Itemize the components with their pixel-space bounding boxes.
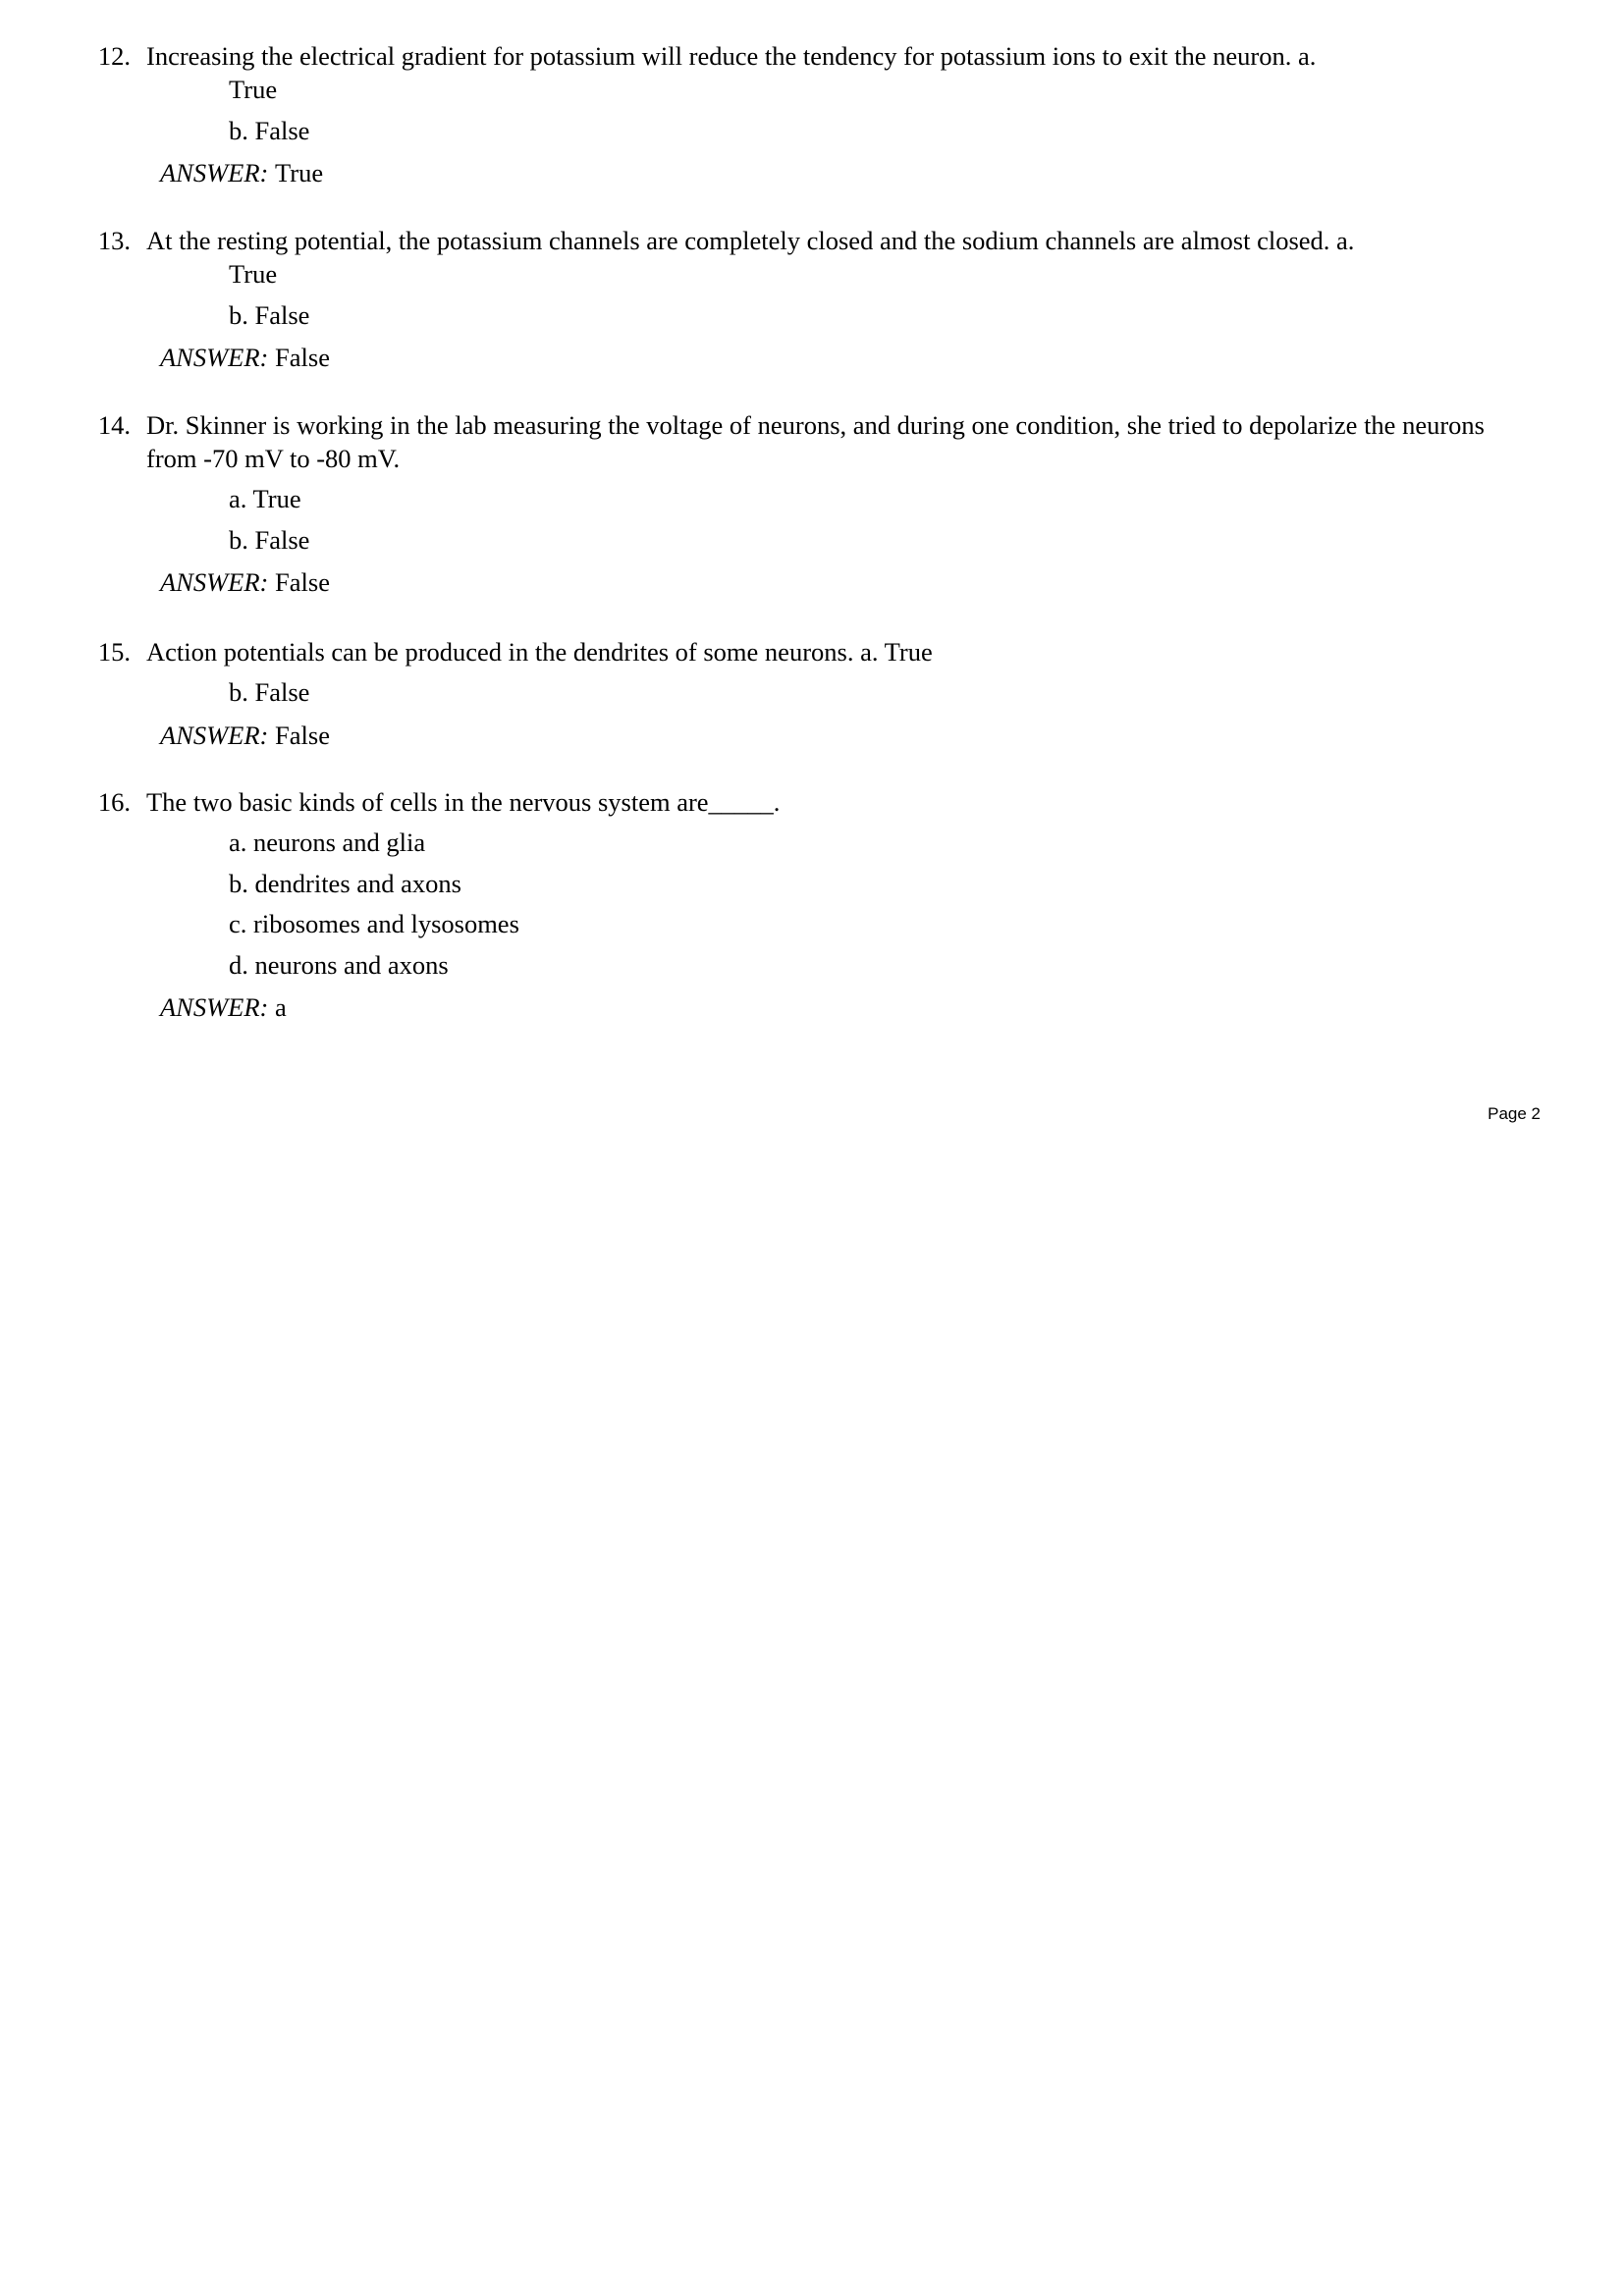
answer-line	[160, 565, 1541, 599]
question-choice: b. dendrites and axons	[229, 868, 461, 898]
question-choice: a. neurons and glia	[229, 828, 426, 858]
question-list	[83, 39, 1541, 1025]
question-number: 15.	[97, 636, 131, 667]
answer-line	[160, 156, 1541, 189]
answer-value: a	[275, 992, 287, 1023]
question-text: At the resting potential, the potassium channels are completely closed and the sodium channels are almost closed. a.	[146, 225, 1355, 255]
question-text: The two basic kinds of cells in the nervous system are_____.	[146, 787, 781, 817]
question-text: Dr. Skinner is working in the lab measuring the voltage of neurons, and during one condition, she tried to depolarize the neurons from -70 mV to -80 mV.	[146, 409, 1485, 473]
question-block	[83, 39, 1541, 190]
question-choice: b. False	[229, 299, 310, 330]
question-number: 14.	[97, 409, 131, 440]
question-block	[83, 635, 1541, 752]
answer-label: ANSWER:	[160, 720, 269, 750]
question-heading	[83, 224, 1541, 257]
question-number: 16.	[97, 787, 131, 817]
answer-label: ANSWER:	[160, 992, 269, 1023]
question-block	[83, 224, 1541, 375]
question-number: 12.	[97, 41, 131, 71]
question-choice: a. True	[229, 484, 301, 514]
question-choice: b. False	[229, 115, 310, 145]
question-continuation: True	[229, 75, 278, 105]
question-text: Action potentials can be produced in the dendrites of some neurons. a. True	[146, 636, 933, 667]
answer-value: False	[275, 343, 330, 373]
question-block	[83, 785, 1541, 1025]
question-choice: d. neurons and axons	[229, 949, 449, 980]
question-heading	[83, 39, 1541, 73]
question-continuation: True	[229, 259, 278, 290]
answer-label: ANSWER:	[160, 158, 269, 188]
page-number-footer: Page 2	[1488, 1104, 1541, 1123]
question-heading	[83, 408, 1541, 476]
question-choice: b. False	[229, 677, 310, 708]
answer-line	[160, 990, 1541, 1024]
question-heading	[83, 635, 1541, 668]
question-choice: c. ribosomes and lysosomes	[229, 909, 519, 939]
answer-line	[160, 341, 1541, 374]
answer-label: ANSWER:	[160, 567, 269, 598]
answer-value: False	[275, 567, 330, 598]
question-choice: b. False	[229, 524, 310, 555]
answer-value: True	[275, 158, 324, 188]
answer-value: False	[275, 720, 330, 750]
answer-label: ANSWER:	[160, 343, 269, 373]
question-number: 13.	[97, 225, 131, 255]
question-text: Increasing the electrical gradient for potassium will reduce the tendency for potassium ions to exit the neuron. a.	[146, 41, 1317, 71]
question-block	[83, 408, 1541, 600]
question-heading	[83, 785, 1541, 819]
answer-line	[160, 719, 1541, 752]
